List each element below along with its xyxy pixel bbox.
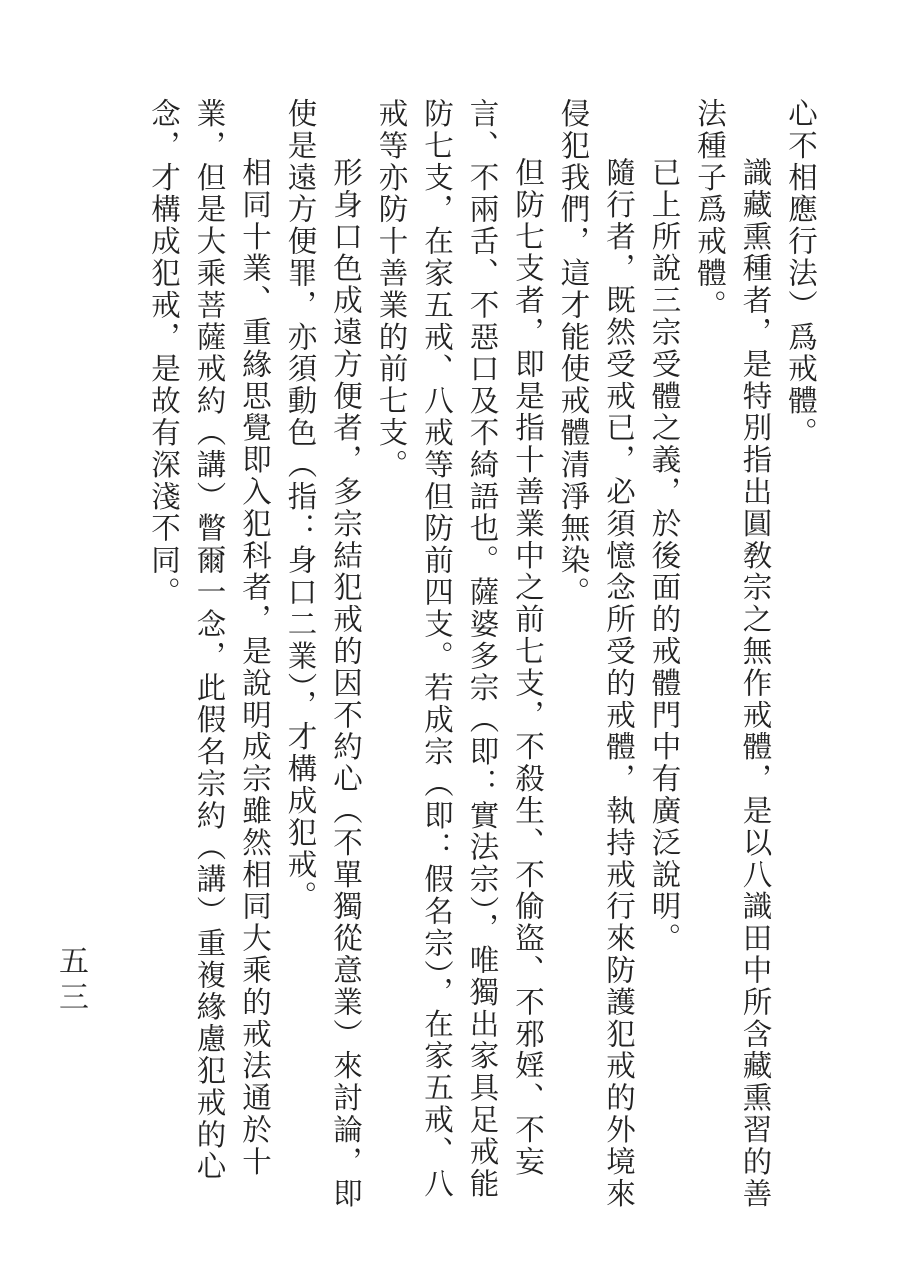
paragraph: 相同十業、重緣思覺即入犯科者，是說明成宗雖然相同大乘的戒法通於十業，但是大乘菩薩戒約（講）瞥爾一念，此假名宗約（講）重複緣慮犯戒的心念，才構成犯戒，是故有深淺不同。 xyxy=(147,98,272,1183)
body-text xyxy=(141,98,824,1218)
paragraph: 心不相應行法）爲戒體。 xyxy=(784,98,818,449)
paragraph: 識藏熏種者，是特別指出圓敎宗之無作戒體，是以八識田中所含藏熏習的善法種子爲戒體。 xyxy=(693,98,773,1210)
paragraph: 已上所說三宗受體之義，於後面的戒體門中有廣泛說明。 xyxy=(647,157,682,955)
paragraph: 但防七支者，即是指十善業中之前七支，不殺生、不偷盜、不邪婬、不妄言、不兩舌、不惡口及不綺語也。薩婆多宗（即：實法宗），唯獨出家具足戒能防七支，在家五戒、八戒等但防前四支。若成宗（即：假名宗），在家五戒、八戒等亦防十善業的前七支。 xyxy=(374,98,545,1200)
page-number: 五三 xyxy=(53,945,88,1017)
paragraph: 隨行者，既然受戒已，必須憶念所受的戒體，執持戒行來防護犯戒的外境來侵犯我們，這才能使戒體清淨無染。 xyxy=(556,98,636,1210)
paragraph: 形身口色成遠方便者，多宗結犯戒的因不約心（不單獨從意業）來討論，即使是遠方便罪，亦須動色（指：身口二業），才構成犯戒。 xyxy=(283,98,363,1210)
